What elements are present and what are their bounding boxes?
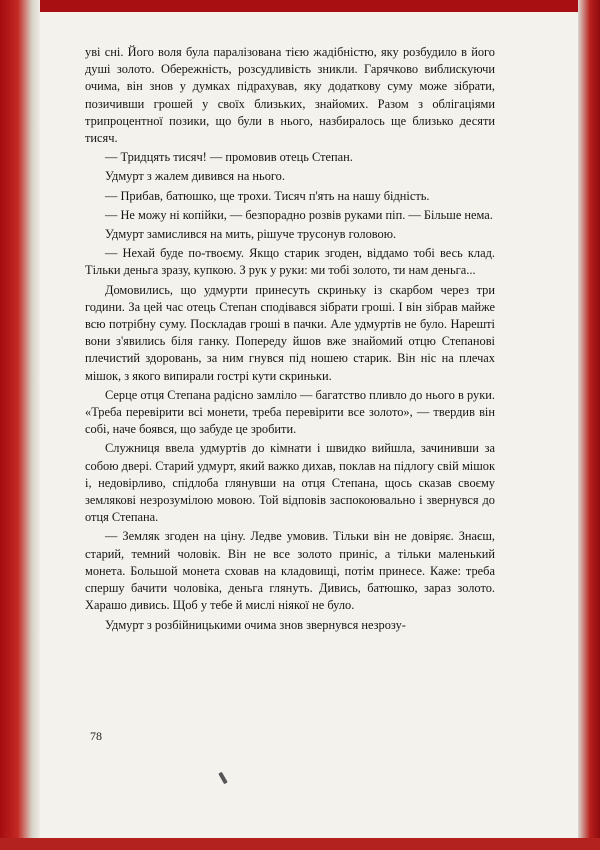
body-text	[85, 44, 495, 636]
book-edge-top	[0, 0, 600, 12]
book-edge-left	[0, 0, 40, 850]
paragraph: — Земляк згоден на ціну. Ледве умовив. Тільки він не довіряє. Знаєш, старий, темний чоловік. Він не все золото приніс, а тільки маленький монета. Большой монета сховав на кладовищі, потім принесе. Каже: треба спершу бачити чоловіка, деньга глянуть. Дивись, батюшко, зараз золото. Харашо дивись. Щоб у тебе й мислі ніякої не було.	[85, 529, 495, 613]
book-edge-bottom	[0, 838, 600, 850]
paragraph: уві сні. Його воля була паралізована тією жадібністю, яку розбудило в його душі золото. Обережність, розсудливість зникли. Гарячково виблискуючи очима, він знов у думках підрахував, яку додаткову суму може зібрати, позичивши грошей у своїх близьких, знайомих. Разом з облігаціями трипроцентної позики, що були в нього, назбиралось ще близько десяти тисяч.	[85, 45, 495, 146]
paragraph: — Прибав, батюшко, ще трохи. Тисяч п'ять на нашу бідність.	[105, 188, 430, 203]
paragraph: — Нехай буде по-твоєму. Якщо старик згоден, віддамо тобі весь клад. Тільки деньга зразу, купкою. З рук у руки: ми тобі золото, ти нам деньга...	[85, 246, 495, 278]
paragraph: — Тридцять тисяч! — промовив отець Степан.	[105, 150, 353, 165]
paragraph: Домовились, що удмурти принесуть скриньку із скарбом через три години. За цей час отець Степан сподівався зібрати гроші. І він зібрав майже всю потрібну суму. Поскладав гроші в пачки. Але удмуртів не було. Нарешті вони з'явились біля ганку. Попереду йшов вже знайомий отцю Степанові плечистий здоровань, за ним гнувся під ношею старик. Він ніс на плечах мішок, з якого випирали гострі кути скриньки.	[85, 282, 495, 383]
book-edge-right	[578, 0, 600, 850]
paragraph: Удмурт з жалем дивився на нього.	[105, 169, 285, 184]
paragraph: Служниця ввела удмуртів до кімнати і швидко вийшла, зачинивши за собою двері. Старий удмурт, який важко дихав, поклав на підлогу свій мішок і, недовірливо, спідлоба глянувши на отця Степана, щось сказав своєму землякові незрозумілою мовою. Той відповів заспокоювально і звернувся до отця Степана.	[85, 441, 495, 525]
page-number: 78	[90, 729, 102, 743]
paragraph: Удмурт замислився на мить, рішуче трусонув головою.	[105, 227, 397, 242]
paragraph: Серце отця Степана радісно замліло — багатство пливло до нього в руки. «Треба перевірити всі монети, треба перевірити все золото», — твердив він собі, наче боявся, що забуде це зробити.	[85, 387, 495, 437]
paragraph: Удмурт з розбійницькими очима знов звернувся незрозу-	[105, 617, 406, 632]
paragraph: — Не можу ні копійки, — безпорадно розвів руками піп. — Більше нема.	[105, 207, 493, 222]
